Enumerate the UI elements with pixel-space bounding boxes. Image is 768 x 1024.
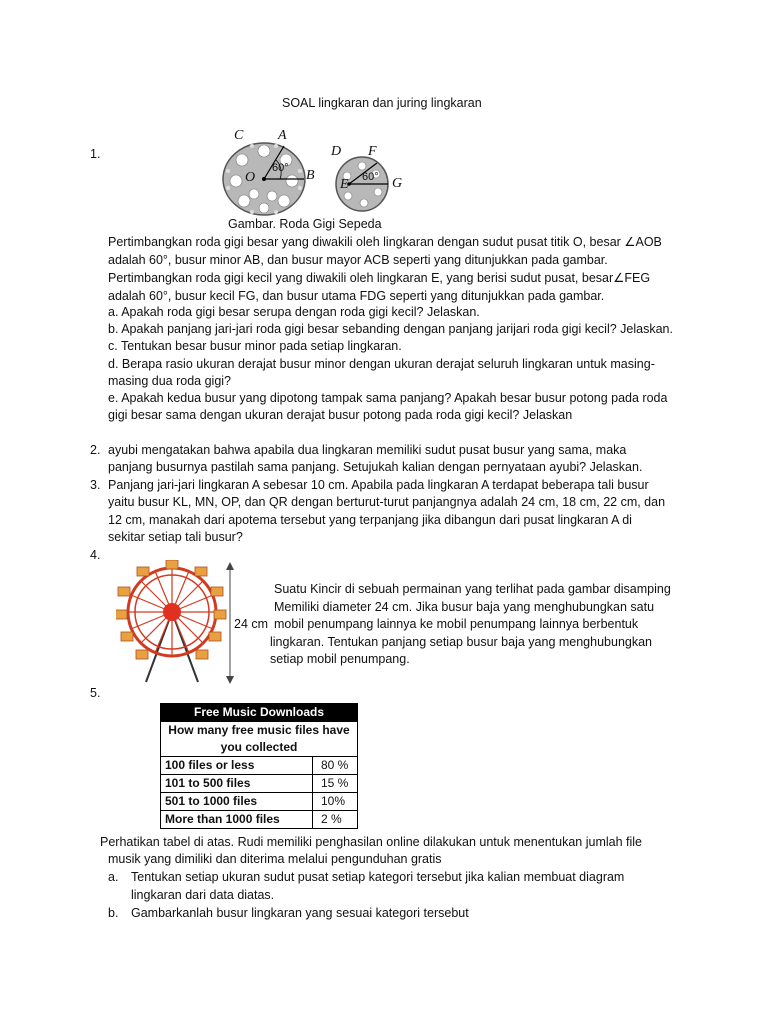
ferris-wheel-figure (116, 560, 238, 686)
q1-line: Pertimbangkan roda gigi kecil yang diwakili oleh lingkaran E, yang berisi sudut pusat, besar∠FEG (108, 271, 651, 285)
angle-aob-label: 60° (272, 162, 289, 174)
diameter-label: 24 cm (234, 617, 269, 631)
q1-item-d: d. Berapa rasio ukuran derajat busur minor dengan ukuran derajat seluruh lingkaran untuk masing- (108, 357, 655, 371)
q2-line: panjang busurnya pastilah sama panjang. Setujukah kalian dengan pernyataan ayubi? Jelaskan. (108, 460, 643, 474)
label-a: A (278, 128, 287, 143)
table-row (161, 811, 358, 829)
q1-line: Pertimbangkan roda gigi besar yang diwakili oleh lingkaran dengan sudut pusat titik O, besar ∠AOB (108, 235, 662, 249)
q4-line: setiap mobil penumpang. (270, 652, 410, 666)
q3-line: yaitu busur KL, MN, OP, dan QR dengan berturut-turut panjangnya adalah 24 cm, 18 cm, 22 cm, dan (108, 495, 666, 509)
table-row (161, 793, 358, 811)
q1-item-e-cont: gigi besar sama dengan ukuran derajat busur potong pada roda gigi kecil? Jelaskan (108, 408, 573, 422)
q5-line: musik yang dimiliki dan diterima melalui pengunduhan gratis (108, 852, 442, 866)
row-value: 80 % (313, 757, 358, 775)
q5-item-b: Gambarkanlah busur lingkaran yang sesuai kategori tersebut (131, 906, 469, 920)
q1-item-a: a. Apakah roda gigi besar serupa dengan roda gigi kecil? Jelaskan. (108, 305, 480, 319)
question-3-number: 3. (90, 478, 101, 492)
q1-item-e: e. Apakah kedua busur yang dipotong tampak sama panjang? Apakah besar busur potong pada roda (108, 391, 668, 405)
q4-line: mobil penumpang lainnya ke mobil penumpang lainnya berbentuk (274, 617, 639, 631)
q5-item-a-marker: a. (108, 870, 119, 884)
row-label: 101 to 500 files (161, 775, 313, 793)
label-b: B (306, 168, 315, 183)
row-value: 10% (313, 793, 358, 811)
angle-feg-label: 60° (362, 171, 379, 183)
q3-line: Panjang jari-jari lingkaran A sebesar 10 cm. Apabila pada lingkaran A terdapat beberapa tali busur (108, 478, 649, 492)
row-value: 2 % (313, 811, 358, 829)
q2-line: ayubi mengatakan bahwa apabila dua lingkaran memiliki sudut pusat busur yang sama, maka (108, 443, 627, 457)
table-question-line: you collected (220, 740, 298, 754)
ferris-wheel (116, 560, 226, 682)
q1-line: adalah 60°, busur kecil FG, dan busur utama FDG seperti yang ditunjukkan pada gambar. (108, 289, 605, 303)
label-o: O (245, 170, 256, 185)
table-row (161, 775, 358, 793)
row-value: 15 % (313, 775, 358, 793)
table-question (161, 722, 358, 757)
table-header: Free Music Downloads (161, 704, 358, 722)
row-label: 100 files or less (161, 757, 313, 775)
q1-line: adalah 60°, busur minor AB, dan busur mayor ACB seperti yang ditunjukkan pada gambar. (108, 253, 608, 267)
q1-item-b: b. Apakah panjang jari-jari roda gigi besar sebanding dengan panjang jarijari roda gigi kecil? Jelaskan. (108, 322, 673, 336)
row-label: 501 to 1000 files (161, 793, 313, 811)
row-label: More than 1000 files (161, 811, 313, 829)
q1-item-c: c. Tentukan besar busur minor pada setiap lingkaran. (108, 339, 402, 353)
table-question-line: How many free music files have (168, 723, 350, 737)
q5-item-a: Tentukan setiap ukuran sudut pusat setiap kategori tersebut jika kalian membuat diagram (131, 870, 625, 884)
label-f: F (368, 144, 377, 159)
q5-line: Perhatikan tabel di atas. Rudi memiliki penghasilan online dilakukan untuk menentukan jumlah file (100, 835, 642, 849)
q3-line: 12 cm, manakah dari apotema tersebut yang terpanjang jika dibangun dari pusat lingkaran A di (108, 513, 632, 527)
q4-line: lingkaran. Tentukan panjang setiap busur baja yang menghubungkan (270, 635, 653, 649)
label-c: C (234, 128, 244, 143)
table-row (161, 757, 358, 775)
page-title: SOAL lingkaran dan juring lingkaran (282, 96, 482, 110)
question-2-number: 2. (90, 443, 101, 457)
question-4-number: 4. (90, 548, 101, 562)
q5-item-a-cont: lingkaran dari data diatas. (131, 888, 275, 902)
question-1-number: 1. (90, 147, 101, 161)
q5-item-b-marker: b. (108, 906, 119, 920)
q4-line: Memiliki diameter 24 cm. Jika busur baja yang menghubungkan satu (274, 600, 655, 614)
music-downloads-table (160, 703, 358, 829)
q3-line: sekitar setiap tali busur? (108, 530, 243, 544)
q4-line: Suatu Kincir di sebuah permainan yang terlihat pada gambar disamping (274, 582, 671, 596)
q1-item-d-cont: masing dua roda gigi? (108, 374, 231, 388)
label-g: G (392, 176, 403, 191)
label-e: E (340, 177, 349, 192)
figure-caption: Gambar. Roda Gigi Sepeda (228, 217, 382, 231)
question-5-number: 5. (90, 686, 101, 700)
big-gear (223, 143, 305, 215)
label-d: D (331, 144, 342, 159)
